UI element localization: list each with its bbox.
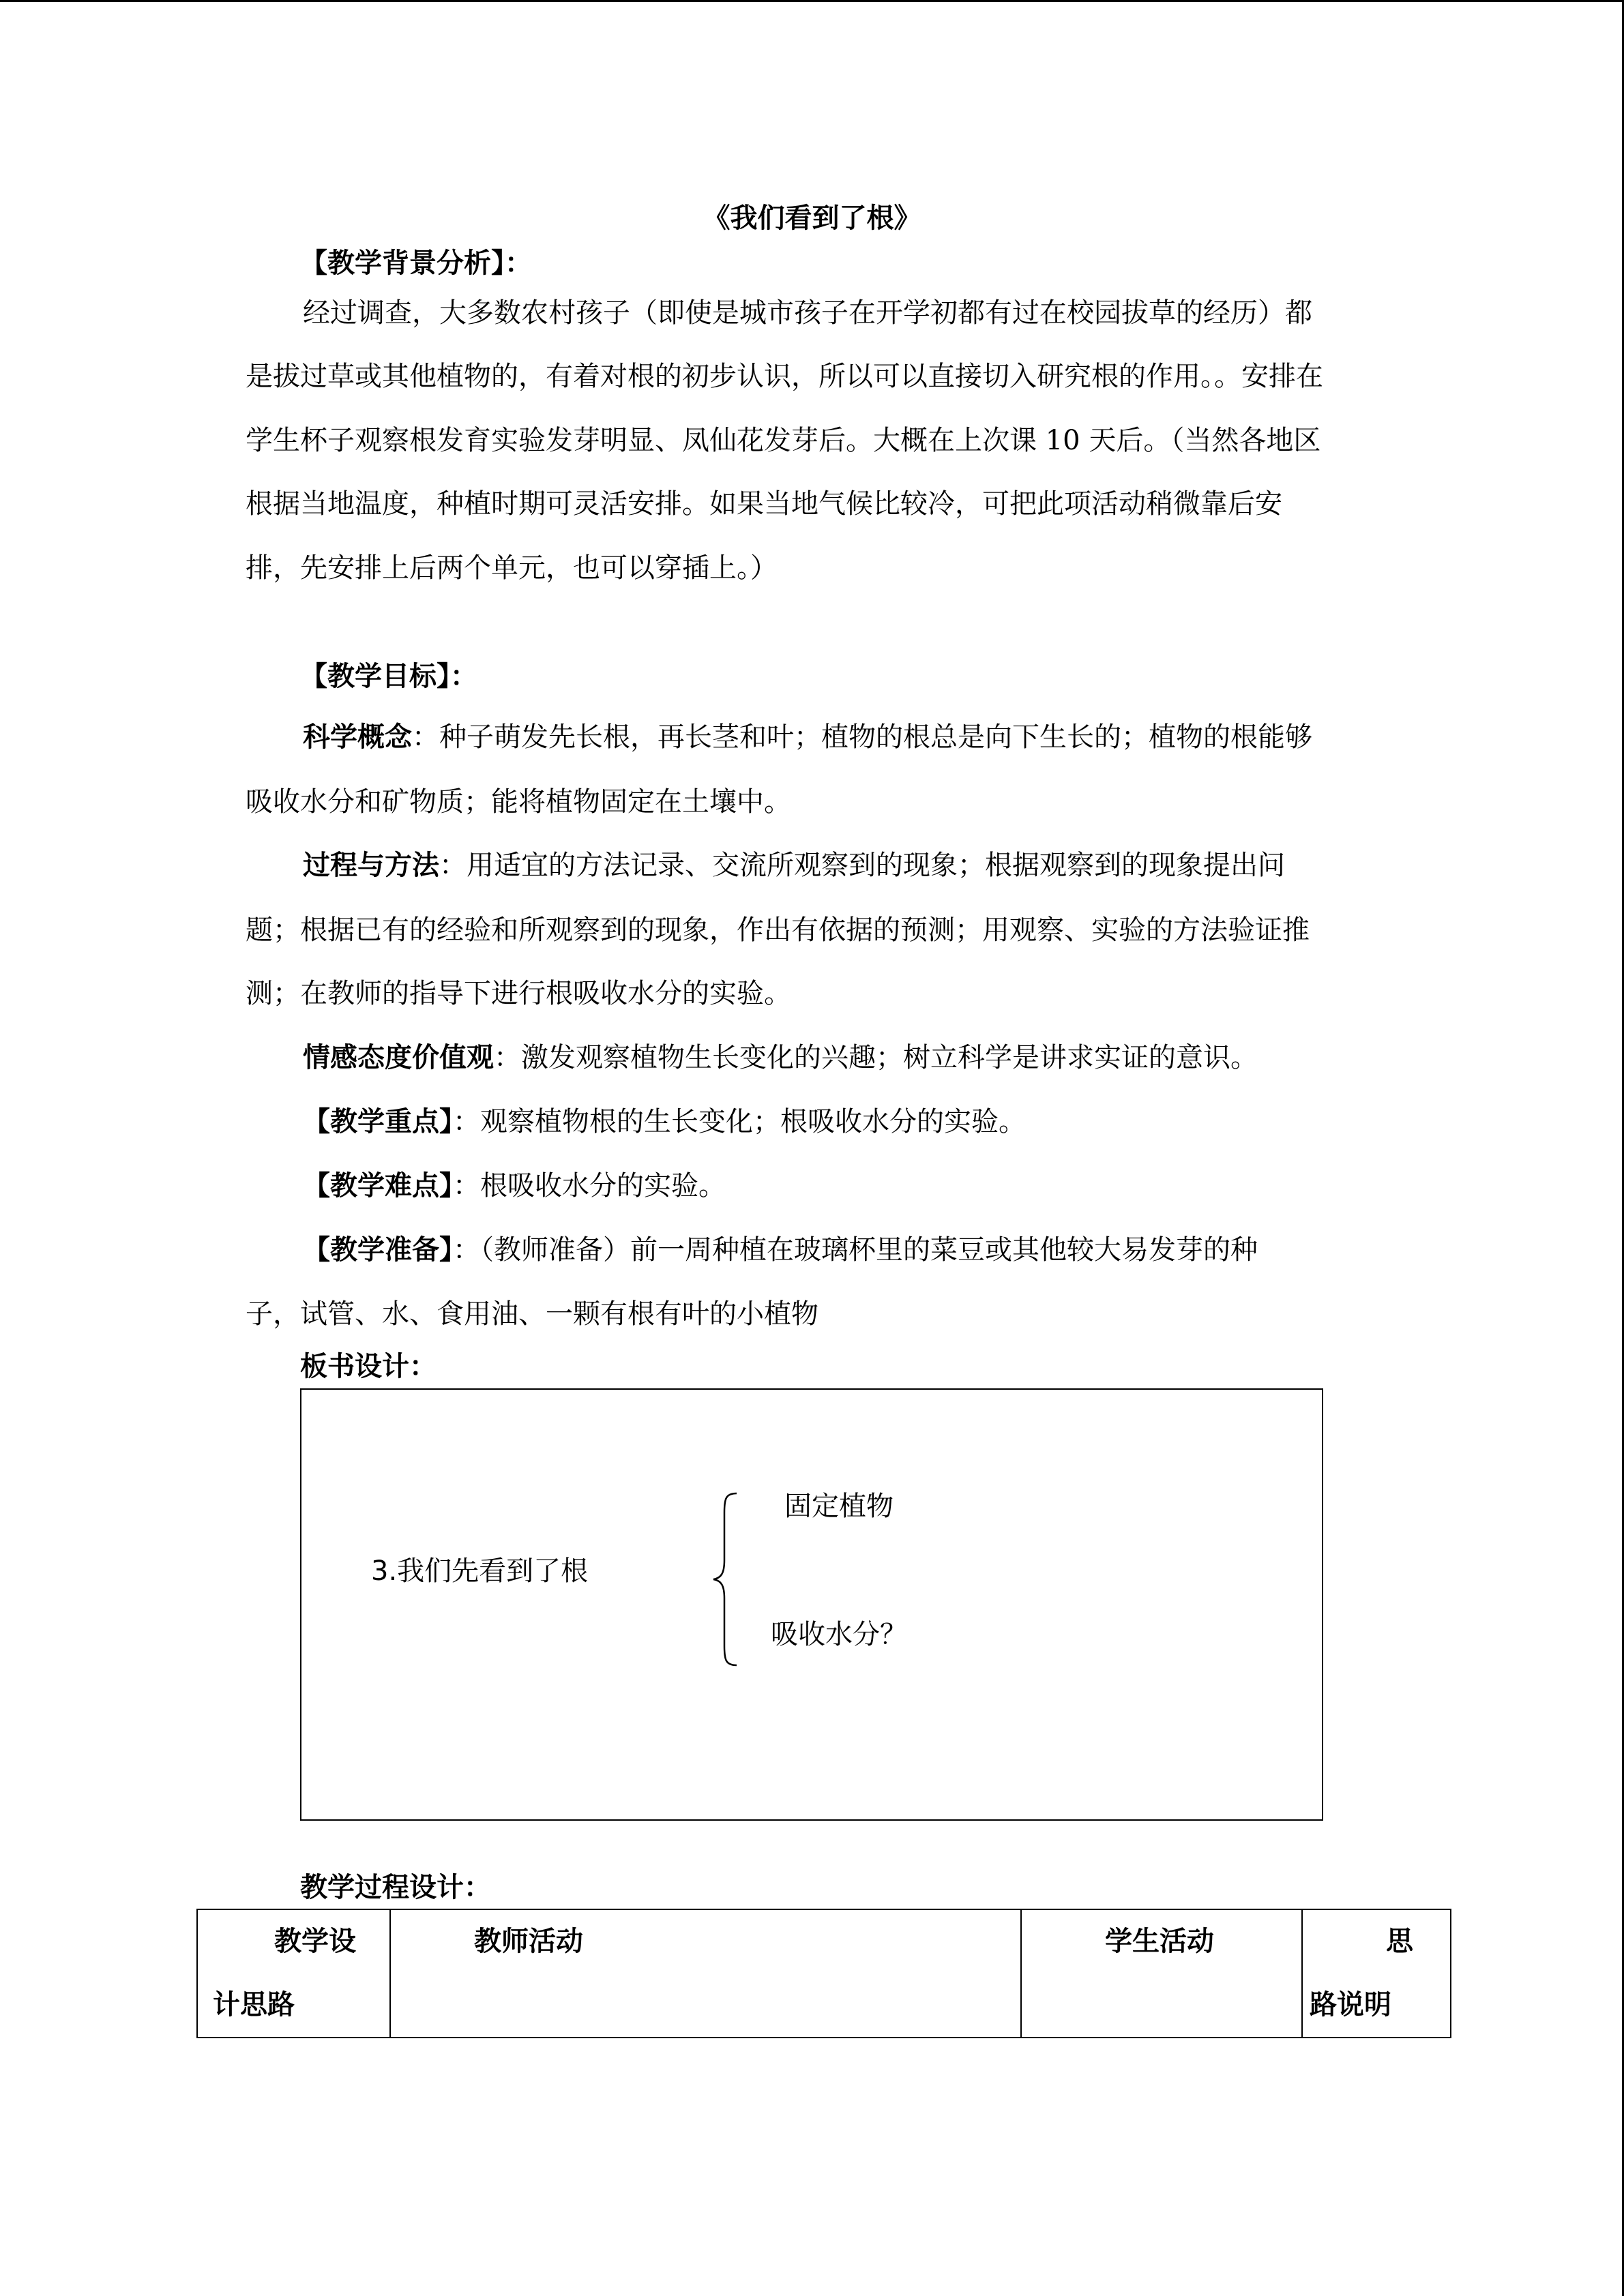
difficulty-line — [303, 1167, 726, 1205]
key-point-text: ：观察植物根的生长变化；根吸收水分的实验。 — [453, 1106, 1026, 1137]
board-upper-text: 固定植物 — [784, 1491, 894, 1522]
concept-line-2: 吸收水分和矿物质；能将植物固定在土壤中。 — [246, 786, 791, 818]
header-design-idea-part-1: 教学设 — [274, 1926, 356, 1957]
concept-text-1: ：种子萌发先长根，再长茎和叶；植物的根总是向下生长的；植物的根能够 — [412, 721, 1312, 753]
header-rationale-part-1: 思 — [1386, 1926, 1413, 1957]
header-cell-design-idea — [197, 1909, 390, 2038]
process-design-table — [196, 1909, 1451, 2038]
objectives-heading: 【教学目标】： — [300, 660, 477, 692]
emotion-text: ：激发观察植物生长变化的兴趣；树立科学是讲求实证的意识。 — [494, 1042, 1258, 1073]
header-design-idea-part-2: 计思路 — [213, 1989, 295, 2021]
header-cell-rationale — [1302, 1909, 1451, 2038]
process-line-1 — [303, 846, 1285, 884]
background-line-2: 是拔过草或其他植物的，有着对根的初步认识，所以可以直接切入研究根的作用。。安排在 — [246, 361, 1323, 392]
process-line-2: 题；根据已有的经验和所观察到的现象，作出有依据的预测；用观察、实验的方法验证推 — [246, 914, 1310, 946]
emotion-line — [303, 1039, 1258, 1077]
header-teacher-activity: 教师活动 — [474, 1926, 583, 1957]
background-line-3: 学生杯子观察根发育实验发芽明显、凤仙花发芽后。大概在上次课 10 天后。（当然各地区 — [246, 425, 1321, 456]
board-main-text: 3.我们先看到了根 — [371, 1555, 589, 1587]
preparation-line-1 — [303, 1231, 1258, 1269]
key-point-line — [303, 1103, 1026, 1141]
board-lower-text: 吸收水分？ — [771, 1619, 907, 1650]
curly-brace-icon — [712, 1492, 739, 1667]
preparation-line-2: 子，试管、水、食用油、一颗有根有叶的小植物 — [246, 1298, 818, 1330]
page-title: 《我们看到了根》 — [703, 202, 921, 234]
table-row — [197, 1909, 1451, 2038]
process-label: 过程与方法 — [303, 849, 439, 881]
header-cell-student-activity — [1021, 1909, 1302, 2038]
process-design-heading: 教学过程设计： — [300, 1871, 491, 1903]
difficulty-text: ：根吸收水分的实验。 — [453, 1170, 726, 1202]
process-line-3: 测；在教师的指导下进行根吸收水分的实验。 — [246, 978, 791, 1009]
preparation-label: 【教学准备】 — [303, 1234, 453, 1266]
top-border-line — [0, 0, 1624, 2]
background-heading: 【教学背景分析】： — [300, 247, 532, 279]
background-line-1: 经过调查，大多数农村孩子（即使是城市孩子在开学初都有过在校园拔草的经历）都 — [303, 297, 1312, 329]
concept-line-1 — [303, 718, 1312, 756]
header-rationale-part-2: 路说明 — [1310, 1989, 1391, 2021]
preparation-text-1: ：（教师准备）前一周种植在玻璃杯里的菜豆或其他较大易发芽的种 — [453, 1234, 1258, 1266]
board-design-box — [300, 1388, 1323, 1821]
key-point-label: 【教学重点】 — [303, 1105, 453, 1137]
header-student-activity: 学生活动 — [1105, 1926, 1214, 1957]
background-line-5: 排，先安排上后两个单元，也可以穿插上。） — [246, 552, 778, 584]
background-line-4: 根据当地温度，种植时期可灵活安排。如果当地气候比较冷，可把此项活动稍微靠后安 — [246, 488, 1282, 520]
emotion-label: 情感态度价值观 — [303, 1041, 494, 1073]
difficulty-label: 【教学难点】 — [303, 1169, 453, 1202]
concept-label: 科学概念 — [303, 721, 412, 753]
header-cell-teacher-activity — [390, 1909, 1021, 2038]
process-text-1: ：用适宜的方法记录、交流所观察到的现象；根据观察到的现象提出问 — [439, 850, 1285, 881]
board-heading: 板书设计： — [300, 1350, 437, 1382]
